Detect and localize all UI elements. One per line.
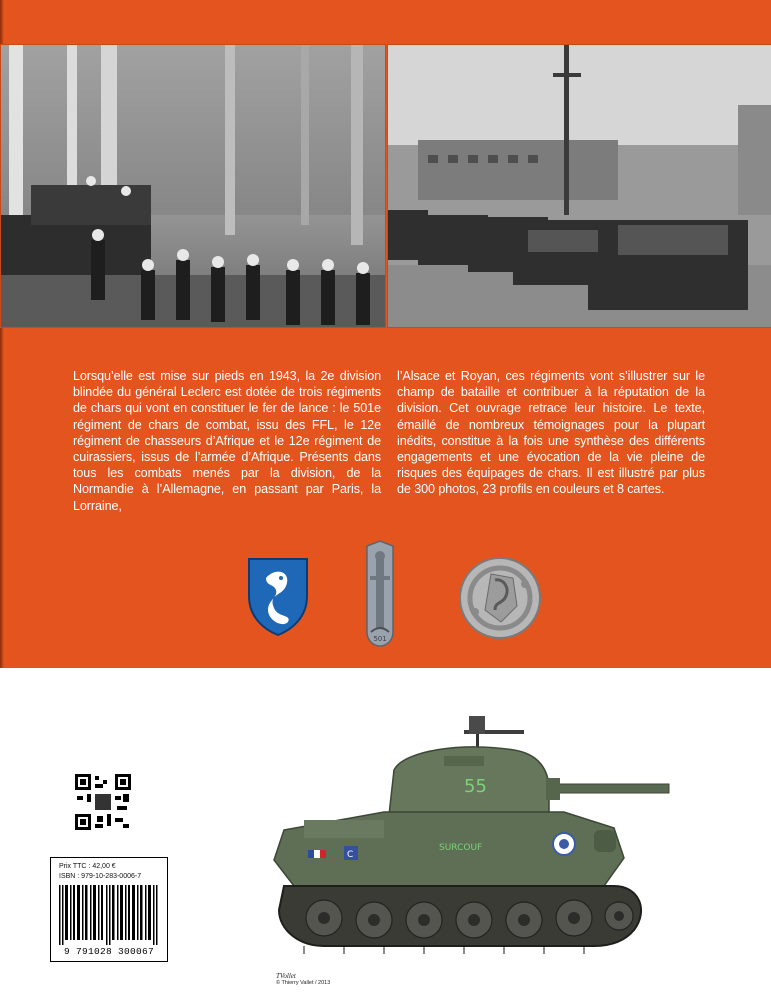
hull-name: SURCOUF xyxy=(439,843,483,853)
credit-brand: TVollet xyxy=(276,972,296,980)
description-right-column: l’Alsace et Royan, ces régiments vont s’illustrer sur le champ de bataille et contribuer à la réputation de la division. Cet ouvrage retrace leur histoire. Le texte, émaillé de nombreux témoignages pour la plupart inédits, constitue à la fois une synthèse des différents engagements et une évocation de la vie pleine de risques des équipages de chars. Il est illustré par plus de 300 photos, 23 profils en couleurs et 8 cartes. xyxy=(397,369,705,497)
turret-number: 55 xyxy=(464,776,487,797)
description-left-column: Lorsqu’elle est mise sur pieds en 1943, la 2e division blindée du général Leclerc est dotée de trois régiments de chars qui vont en constituer le fer de lance : le 501e régiment de chars de combat, issu des FFL, le 12e régiment de chasseurs d’Afrique et le 12e régiment de cuirassiers, issus de l’armée d’Afrique. Présents dans tous les combats menés par la division, de la Normandie à l’Allemagne, en passant par Paris, la Lorraine, xyxy=(73,369,381,513)
photo-tank-column-street xyxy=(387,44,771,328)
qr-code xyxy=(75,774,131,830)
barcode xyxy=(59,885,159,945)
knight-badge-insignia-icon xyxy=(363,540,397,648)
dolphin-shield-insignia-icon xyxy=(246,556,310,638)
photo-tank-crew-group xyxy=(0,44,386,328)
credit-copyright: © Thierry Vallet / 2013 xyxy=(276,980,331,986)
price-barcode-box xyxy=(50,857,168,962)
isbn-label: ISBN : 979-10-283-0006-7 xyxy=(59,873,142,880)
price-label: Prix TTC : 42,00 € xyxy=(59,863,116,870)
illustration-credit xyxy=(276,973,330,987)
svg-text:501: 501 xyxy=(373,635,387,643)
regiment-medal-insignia-icon xyxy=(455,554,545,642)
sherman-tank-profile-illustration xyxy=(264,680,684,970)
svg-text:C: C xyxy=(347,850,354,860)
barcode-digits: 9 791028 300067 xyxy=(63,946,154,957)
